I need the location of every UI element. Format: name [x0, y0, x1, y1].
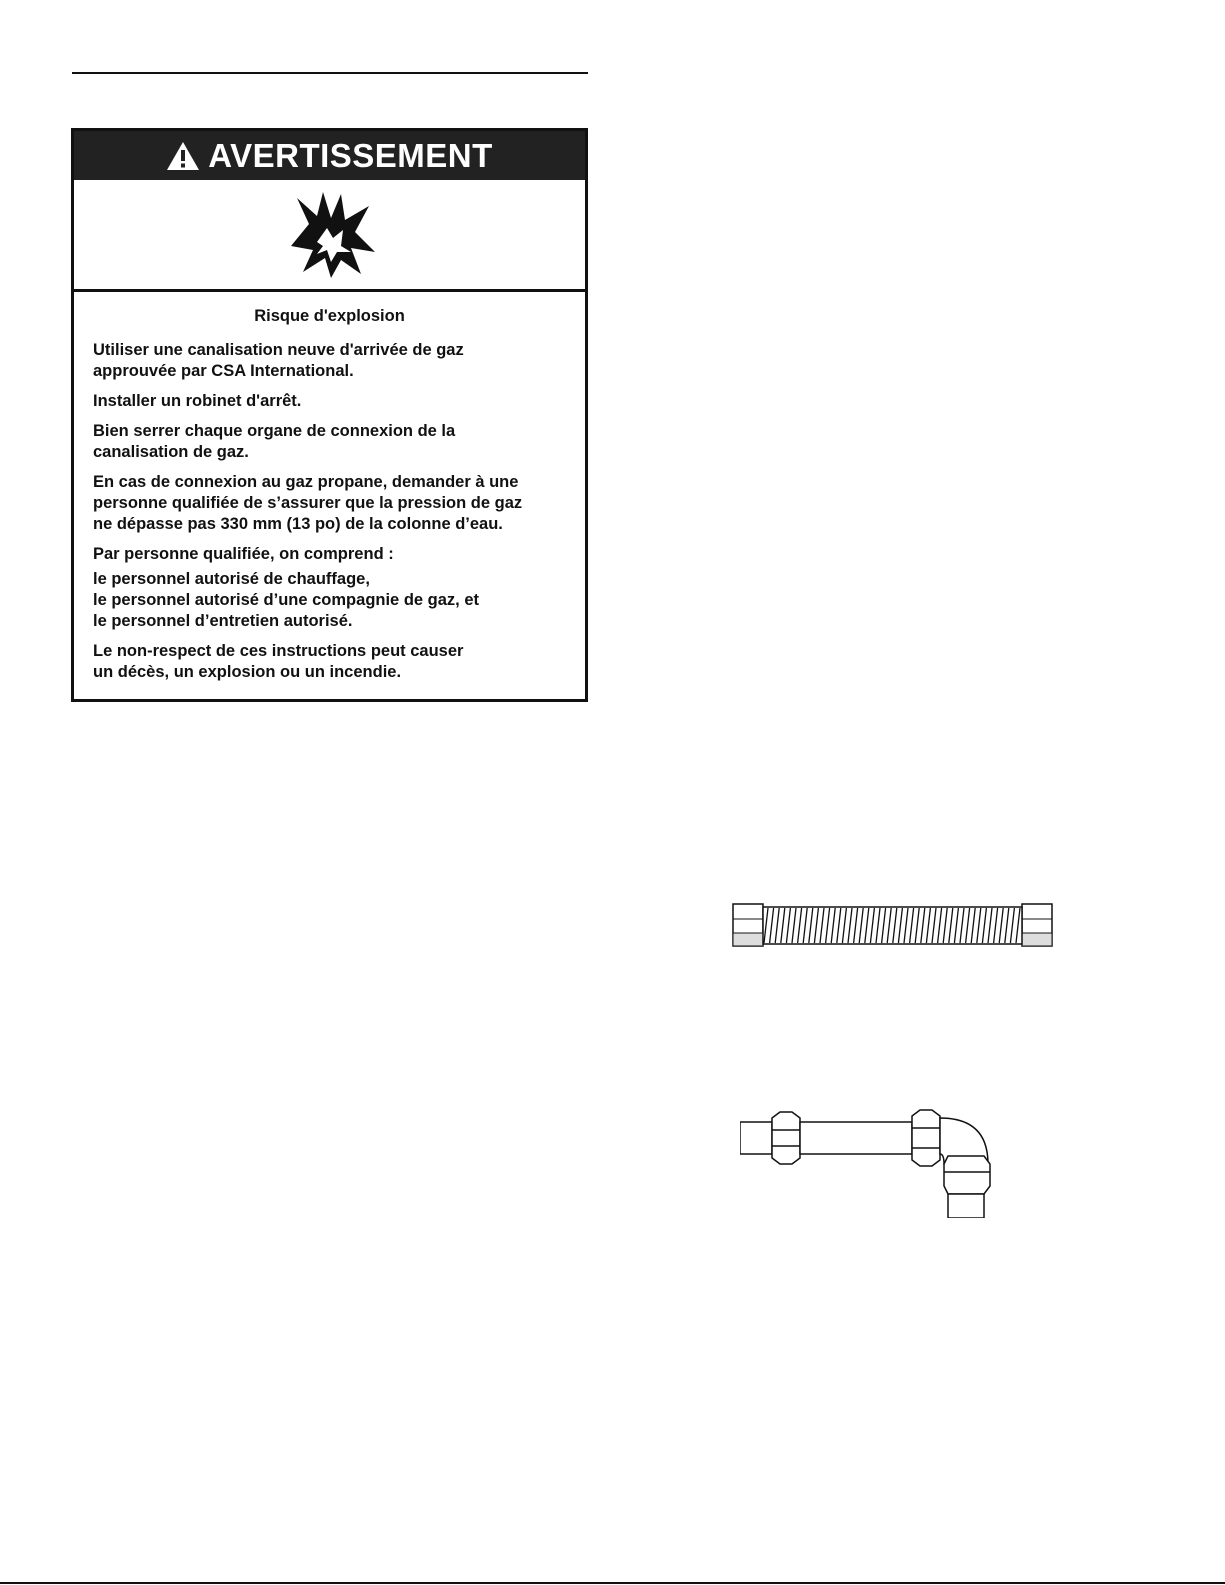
warning-paragraph-personnel-list: le personnel autorisé de chauffage, le personnel autorisé d’une compagnie de gaz, et le personnel d’entretien autorisé.	[93, 570, 480, 630]
warning-paragraph-consequences: Le non-respect de ces instructions peut causer un décès, un explosion ou un incendie.	[93, 642, 464, 681]
pipe-elbow-fitting-icon	[740, 1108, 1010, 1218]
warning-triangle-icon	[166, 141, 200, 171]
explosion-icon	[287, 188, 377, 280]
warning-title: AVERTISSEMENT	[208, 137, 493, 174]
icon-panel	[74, 180, 585, 292]
warning-paragraph-propane: En cas de connexion au gaz propane, demander à une personne qualifiée de s’assurer que la pression de gaz ne dépasse pas 330 mm (13 po) de la colonne d’eau.	[93, 473, 523, 533]
warning-paragraph-shutoff-valve: Installer un robinet d'arrêt.	[93, 392, 302, 410]
bottom-rule	[0, 1582, 1225, 1584]
hazard-title: Risque d'explosion	[254, 307, 405, 325]
warning-paragraph-qualified-person: Par personne qualifiée, on comprend :	[93, 545, 394, 563]
warning-text-panel	[74, 292, 585, 699]
top-rule	[72, 72, 588, 74]
flexible-gas-hose-icon	[732, 902, 1054, 950]
warning-box	[71, 128, 588, 702]
warning-paragraph-tighten-connections: Bien serrer chaque organe de connexion de la canalisation de gaz.	[93, 422, 456, 461]
warning-paragraph-new-gas-line: Utiliser une canalisation neuve d'arrivée de gaz approuvée par CSA International.	[93, 341, 464, 380]
warning-header	[74, 131, 585, 180]
